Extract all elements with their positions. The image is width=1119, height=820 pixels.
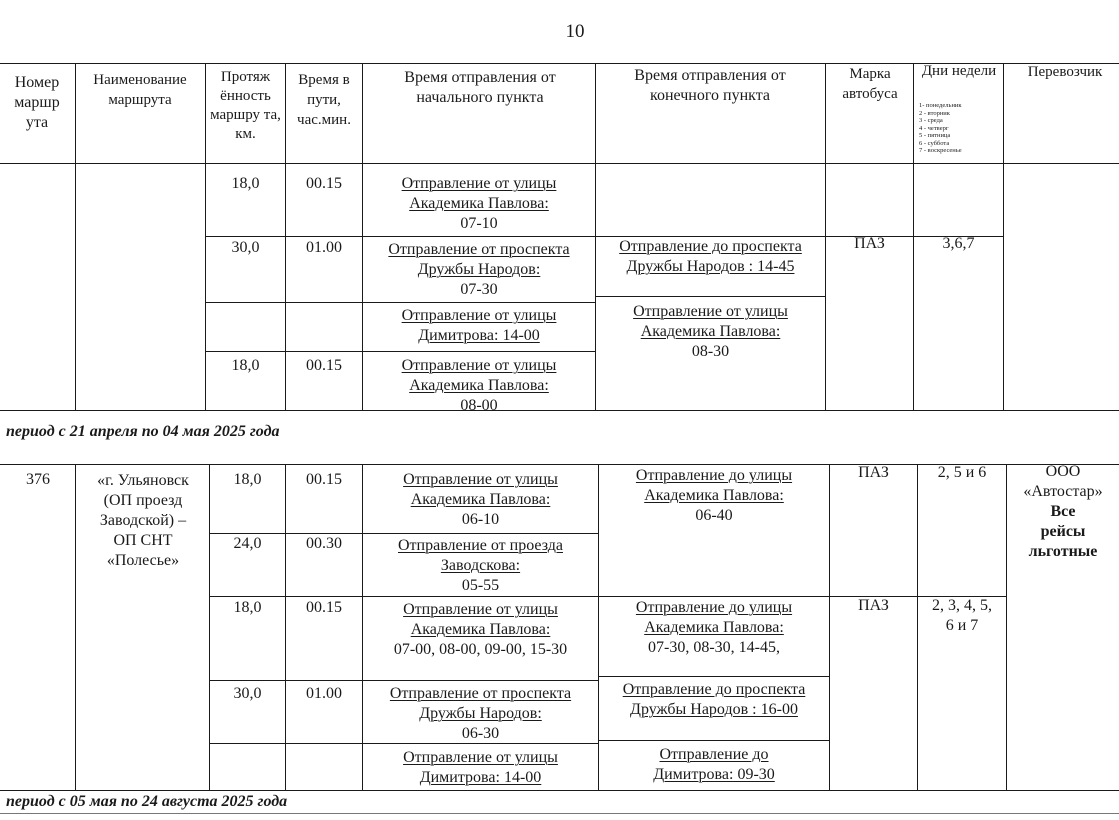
b2-days-1: 2, 5 и 6 (937, 464, 987, 481)
b1-r1-start: Отправление от улицы Академика Павлова: 07-10 (401, 175, 557, 232)
col-divider (75, 464, 76, 790)
b2-r1-time: 00.15 (306, 471, 342, 488)
bottom-rule (0, 813, 1119, 814)
b2-r4-start: Отправление от проспекта Дружбы Народов: 06-30 (389, 685, 572, 742)
b1-r2-end: Отправление до проспекта Дружбы Народов : 14-45 (619, 238, 802, 275)
header-route-name: Наименование маршрута (93, 72, 187, 108)
row-divider (599, 676, 829, 677)
b2-r3-time: 00.15 (306, 599, 342, 616)
b2-r2-start: Отправление от проезда Заводскова: 05-55 (398, 537, 563, 594)
b2-r1-length: 18,0 (233, 471, 262, 488)
b2-r3-start: Отправление от улицы Академика Павлова: 07-00, 08-00, 09-00, 15-30 (393, 601, 568, 658)
row-divider (599, 740, 829, 741)
b2-r4-time: 01.00 (306, 685, 342, 702)
header-length: Протяж ённость маршру та, км. (210, 69, 281, 142)
b2-r3-end: Отправление до улицы Академика Павлова: 07-30, 08-30, 14-45, (635, 599, 793, 656)
row-divider (206, 351, 595, 352)
block-bottom-border (0, 790, 1119, 791)
header-route-number: Номер маршр ута (14, 74, 60, 131)
b1-days: 3,6,7 (942, 235, 975, 252)
b1-r2-start: Отправление от проспекта Дружбы Народов: 07-30 (388, 241, 570, 298)
b1-bus: ПАЗ (854, 235, 885, 252)
col-divider (209, 464, 210, 790)
col-divider (829, 464, 830, 790)
period-label-2: период с 05 мая по 24 августа 2025 года (6, 793, 288, 810)
b2-r5-end: Отправление до Димитрова: 09-30 (653, 746, 775, 783)
b1-r4-time: 00.15 (306, 357, 342, 374)
page-number: 10 (565, 21, 585, 42)
period-label-1: период с 21 апреля по 04 мая 2025 года (6, 423, 280, 440)
route-number: 376 (26, 471, 50, 488)
b2-bus-1: ПАЗ (858, 464, 889, 481)
header-depart-start: Время отправления от начального пункта (404, 69, 556, 106)
header-carrier: Перевозчик (1027, 64, 1103, 80)
row-divider (210, 680, 598, 681)
b1-r2-length: 30,0 (231, 239, 260, 256)
header-travel-time: Время в пути, час.мин. (297, 72, 351, 128)
b2-r2-time: 00.30 (306, 535, 342, 552)
header-depart-end: Время отправления от конечного пункта (634, 67, 786, 104)
col-divider (1003, 63, 1004, 410)
b2-r4-length: 30,0 (233, 685, 262, 702)
b1-r4-length: 18,0 (231, 357, 260, 374)
b2-r4-end: Отправление до проспекта Дружбы Народов : 16-00 (622, 681, 806, 718)
row-divider (206, 302, 595, 303)
b2-days-2: 2, 3, 4, 5, 6 и 7 (932, 597, 992, 634)
b1-r4-start: Отправление от улицы Академика Павлова: 08-00 (401, 357, 557, 414)
b2-r1-start: Отправление от улицы Академика Павлова: 06-10 (403, 471, 558, 528)
b1-r1-time: 00.15 (306, 175, 342, 192)
b2-r3-length: 18,0 (233, 599, 262, 616)
header-days: Дни недели (921, 63, 997, 79)
route-name: «г. Ульяновск (ОП проезд Заводской) – ОП СНТ «Полесье» (97, 472, 189, 569)
days-legend: 1- понедельник 2 - вторник 3 - среда 4 - четверг 5 - пятница 6 - суббота 7 - воскресенье (919, 102, 962, 154)
carrier-name: ООО «Автостар» Все рейсы льготные (1023, 463, 1103, 560)
b2-r1-end: Отправление до улицы Академика Павлова: 06-40 (635, 467, 793, 524)
b2-bus-2: ПАЗ (858, 597, 889, 614)
header-bottom-border (0, 163, 1119, 164)
b2-r5-start: Отправление от улицы Димитрова: 14-00 (403, 749, 558, 786)
b1-r1-length: 18,0 (231, 175, 260, 192)
b1-r3-end: Отправление от улицы Академика Павлова: 08-30 (633, 303, 788, 360)
b1-r3-start: Отправление от улицы Димитрова: 14-00 (401, 307, 557, 344)
col-divider (285, 464, 286, 790)
row-divider (596, 296, 825, 297)
header-bus-brand: Марка автобуса (842, 66, 898, 102)
col-divider (75, 63, 76, 410)
b1-r2-time: 01.00 (306, 239, 342, 256)
b2-r2-length: 24,0 (233, 535, 262, 552)
